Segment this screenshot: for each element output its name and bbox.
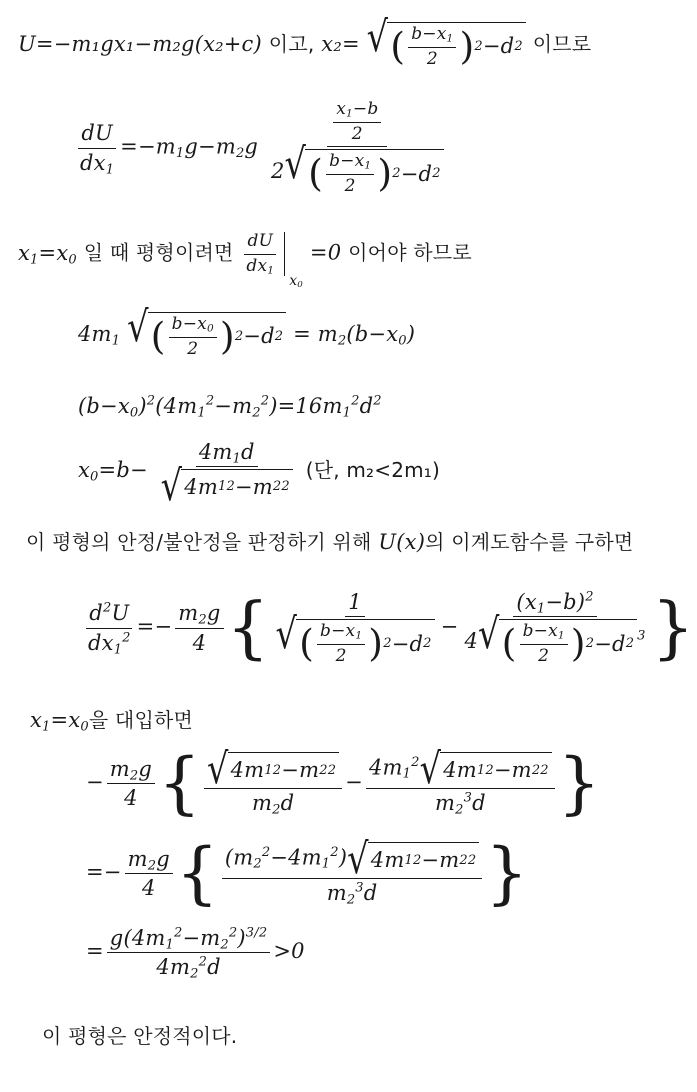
stability-intro-text: 이 평형의 안정/불안정을 판정하기 위해 bbox=[26, 530, 372, 554]
first-derivative-equation: $\frac{dU}{dx_1}$ $=-m_1g-m_2g$ $\frac{x_1-b}{2}$ 2 √ ( $\frac{b-x_1}{2}$ ) 2 −d 2 bbox=[74, 100, 450, 196]
x2-label: x₂= bbox=[321, 32, 360, 57]
substitution-line: $x_1=x_0$을 대입하면 bbox=[30, 708, 194, 735]
simplified-expression: =− $\frac{m_2g}{4}$ { $(m_2^2-4m_1^2)$ √ 4m 1 2 −m 2 2 $m_2^3d$ } bbox=[86, 834, 529, 912]
equilibrium-position-line: $x_0=b-$ $4m_1d$ √ 4m 1 2 −m 2 2 (단, m₂<2m₁) bbox=[78, 440, 441, 510]
potential-energy-line bbox=[18, 12, 592, 69]
must-be-text: 이어야 하므로 bbox=[348, 240, 472, 265]
substitution-text: 을 대입하면 bbox=[88, 708, 194, 732]
x2-sqrt-expression: √ ( $\frac{b-x_1}{2}$ ) 2 −d 2 bbox=[367, 22, 526, 69]
therefore-text: 이므로 bbox=[532, 32, 592, 57]
final-expression: = $\frac{g(4m_1^2-m_2^2)^{3/2}}{4m_2^2d}$ >0 bbox=[86, 925, 305, 982]
stability-intro-line: 이 평형의 안정/불안정을 판정하기 위해 U(x)의 이계도함수를 구하면 bbox=[26, 530, 634, 554]
squared-equation: $(b-x_0)^2(4m_1^2-m_2^2)=16m_1^2d^2$ bbox=[78, 393, 382, 421]
potential-energy-expression: U=−m₁gx₁−m₂g(x₂+c) bbox=[18, 32, 262, 57]
second-derivative-text: 의 이계도함수를 구하면 bbox=[425, 530, 634, 554]
equilibrium-equation: $4m_1$ √ ( $\frac{b-x_0}{2}$ ) 2 −d 2 = $m_2(b-x_0)$ bbox=[78, 302, 416, 359]
connector-text: 이고, bbox=[268, 32, 315, 57]
equilibrium-condition-text: 일 때 평형이려면 bbox=[83, 240, 234, 265]
second-derivative-equation: $\frac{d^2U}{dx_1^2}$ =− $\frac{m_2g}{4}$ { 1 √ ( $\frac{b-x_1}{2}$ ) 2 −d 2 − $(x_1-b)^2$ 4 √ ( $\frac{b-x_1}{2}$ ) 2 −d 2 $^3$ } bbox=[88, 588, 695, 667]
condition-note: (단, m₂<2m₁) bbox=[305, 457, 441, 482]
evaluated-derivative: $\frac{dU}{dx_1}$ bbox=[240, 232, 285, 276]
conclusion-text: 이 평형은 안정적이다. bbox=[42, 1024, 238, 1048]
substituted-expression: − $\frac{m_2g}{4}$ { √ 4m 1 2 −m 2 2 $m_2d$ − $4m_1^2$ √ 4m 1 2 −m 2 2 $m_2^3d$ } bbox=[86, 744, 601, 822]
conclusion-line bbox=[42, 1024, 237, 1049]
equilibrium-condition-line: $x_1=x_0$ 일 때 평형이려면 $\frac{dU}{dx_1}$ $_{x_0}$ =0 이어야 하므로 bbox=[18, 231, 472, 291]
